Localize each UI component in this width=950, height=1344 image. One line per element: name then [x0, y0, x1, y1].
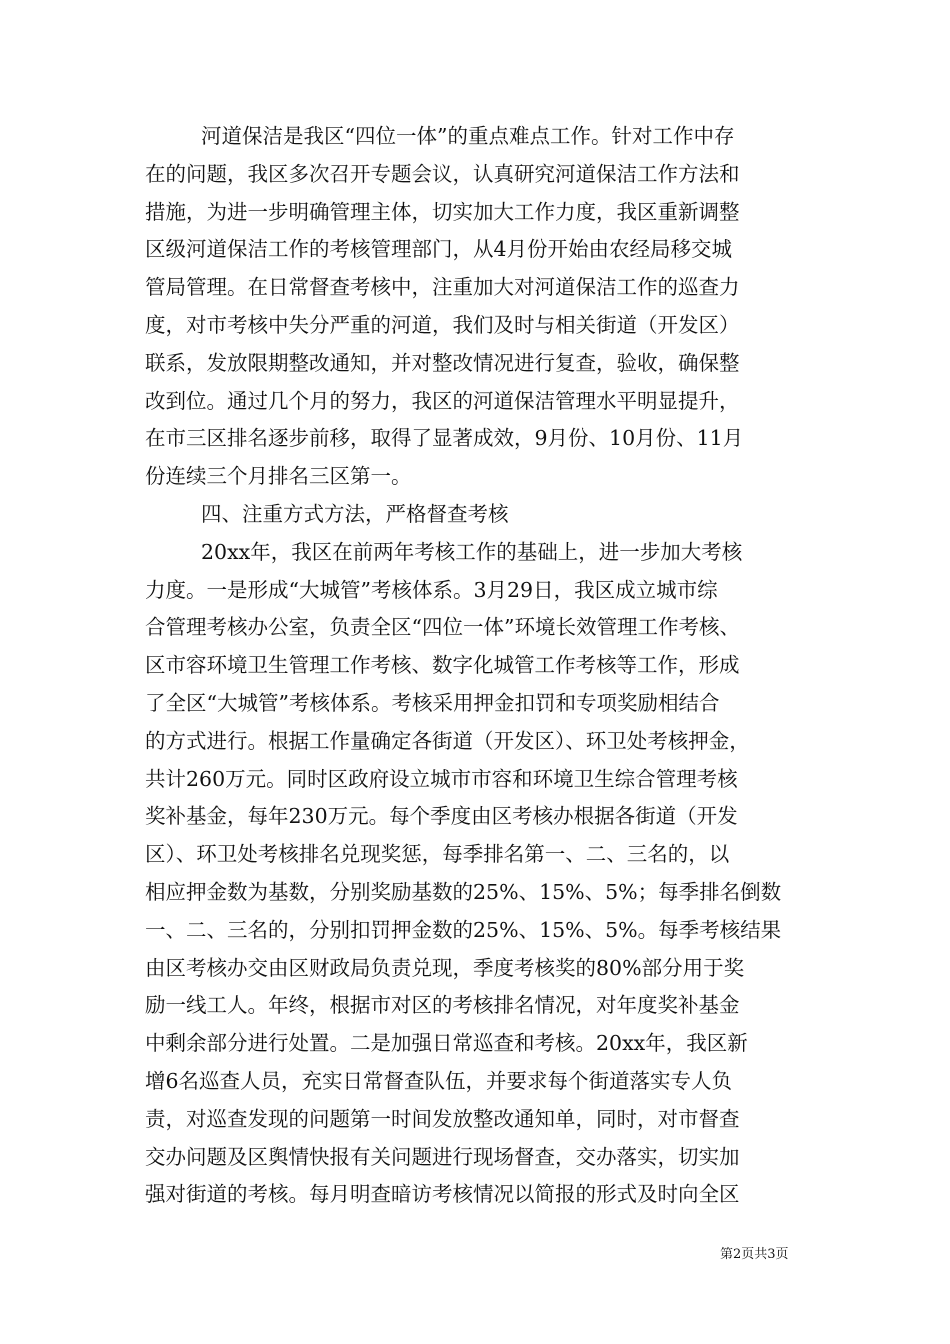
paragraph-line: 增6名巡查人员，充实日常督查队伍，并要求每个街道落实专人负 — [145, 1068, 733, 1093]
paragraph-line: 强对街道的考核。每月明查暗访考核情况以简报的形式及时向全区 — [145, 1182, 740, 1207]
paragraph-line: 在市三区排名逐步前移，取得了显著成效，9月份、10月份、11月 — [145, 426, 744, 451]
paragraph-line: 中剩余部分进行处置。二是加强日常巡查和考核。20xx年，我区新 — [145, 1031, 748, 1056]
paragraph-line: 河道保洁是我区“四位一体”的重点难点工作。针对工作中存 — [201, 124, 735, 148]
paragraph-line: 了全区“大城管”考核体系。考核采用押金扣罚和专项奖励相结合 — [145, 690, 720, 715]
paragraph-line: 责，对巡查发现的问题第一时间发放整改通知单，同时，对市督查 — [145, 1106, 740, 1131]
paragraph-line: 力度。一是形成“大城管”考核体系。3月29日，我区成立城市综 — [145, 577, 718, 602]
paragraph-line: 交办问题及区舆情快报有关问题进行现场督查，交办落实，切实加 — [145, 1144, 740, 1169]
paragraph-line: 度，对市考核中失分严重的河道，我们及时与相关街道（开发区） — [145, 312, 740, 337]
page-number-footer: 第2页共3页 — [720, 1247, 789, 1262]
paragraph-line: 合管理考核办公室，负责全区“四位一体”环境长效管理工作考核、 — [145, 615, 740, 640]
paragraph-line: 在的问题，我区多次召开专题会议，认真研究河道保洁工作方法和 — [145, 161, 740, 186]
paragraph-line: 一、二、三名的，分别扣罚押金数的25%、15%、5%。每季考核结果 — [145, 917, 782, 942]
paragraph-line: 的方式进行。根据工作量确定各街道（开发区）、环卫处考核押金， — [145, 728, 750, 753]
paragraph-line: 联系，发放限期整改通知，并对整改情况进行复查，验收，确保整 — [145, 350, 740, 375]
document-body — [145, 118, 825, 1214]
paragraph-line: 区级河道保洁工作的考核管理部门，从4月份开始由农经局移交城 — [145, 237, 733, 262]
paragraph-line: 区）、环卫处考核排名兑现奖惩，每季排名第一、二、三名的，以 — [145, 842, 730, 867]
paragraph-line: 份连续三个月排名三区第一。 — [145, 464, 412, 489]
paragraph-line: 励一线工人。年终，根据市对区的考核排名情况，对年度奖补基金 — [145, 993, 740, 1018]
paragraph-line: 奖补基金，每年230万元。每个季度由区考核办根据各街道（开发 — [145, 804, 738, 829]
paragraph-line: 由区考核办交由区财政局负责兑现，季度考核奖的80%部分用于奖 — [145, 955, 745, 980]
paragraph-line: 20xx年，我区在前两年考核工作的基础上，进一步加大考核 — [201, 539, 743, 564]
paragraph-line: 改到位。通过几个月的努力，我区的河道保洁管理水平明显提升， — [145, 388, 740, 413]
section-heading: 四、注重方式方法，严格督查考核 — [201, 501, 509, 526]
paragraph-line: 管局管理。在日常督查考核中，注重加大对河道保洁工作的巡查力 — [145, 275, 740, 300]
paragraph-line: 共计260万元。同时区政府设立城市市容和环境卫生综合管理考核 — [145, 766, 738, 791]
paragraph-line: 相应押金数为基数，分别奖励基数的25%、15%、5%；每季排名倒数 — [145, 879, 782, 904]
paragraph-line: 措施，为进一步明确管理主体，切实加大工作力度，我区重新调整 — [145, 199, 740, 224]
paragraph-line: 区市容环境卫生管理工作考核、数字化城管工作考核等工作，形成 — [145, 653, 740, 678]
